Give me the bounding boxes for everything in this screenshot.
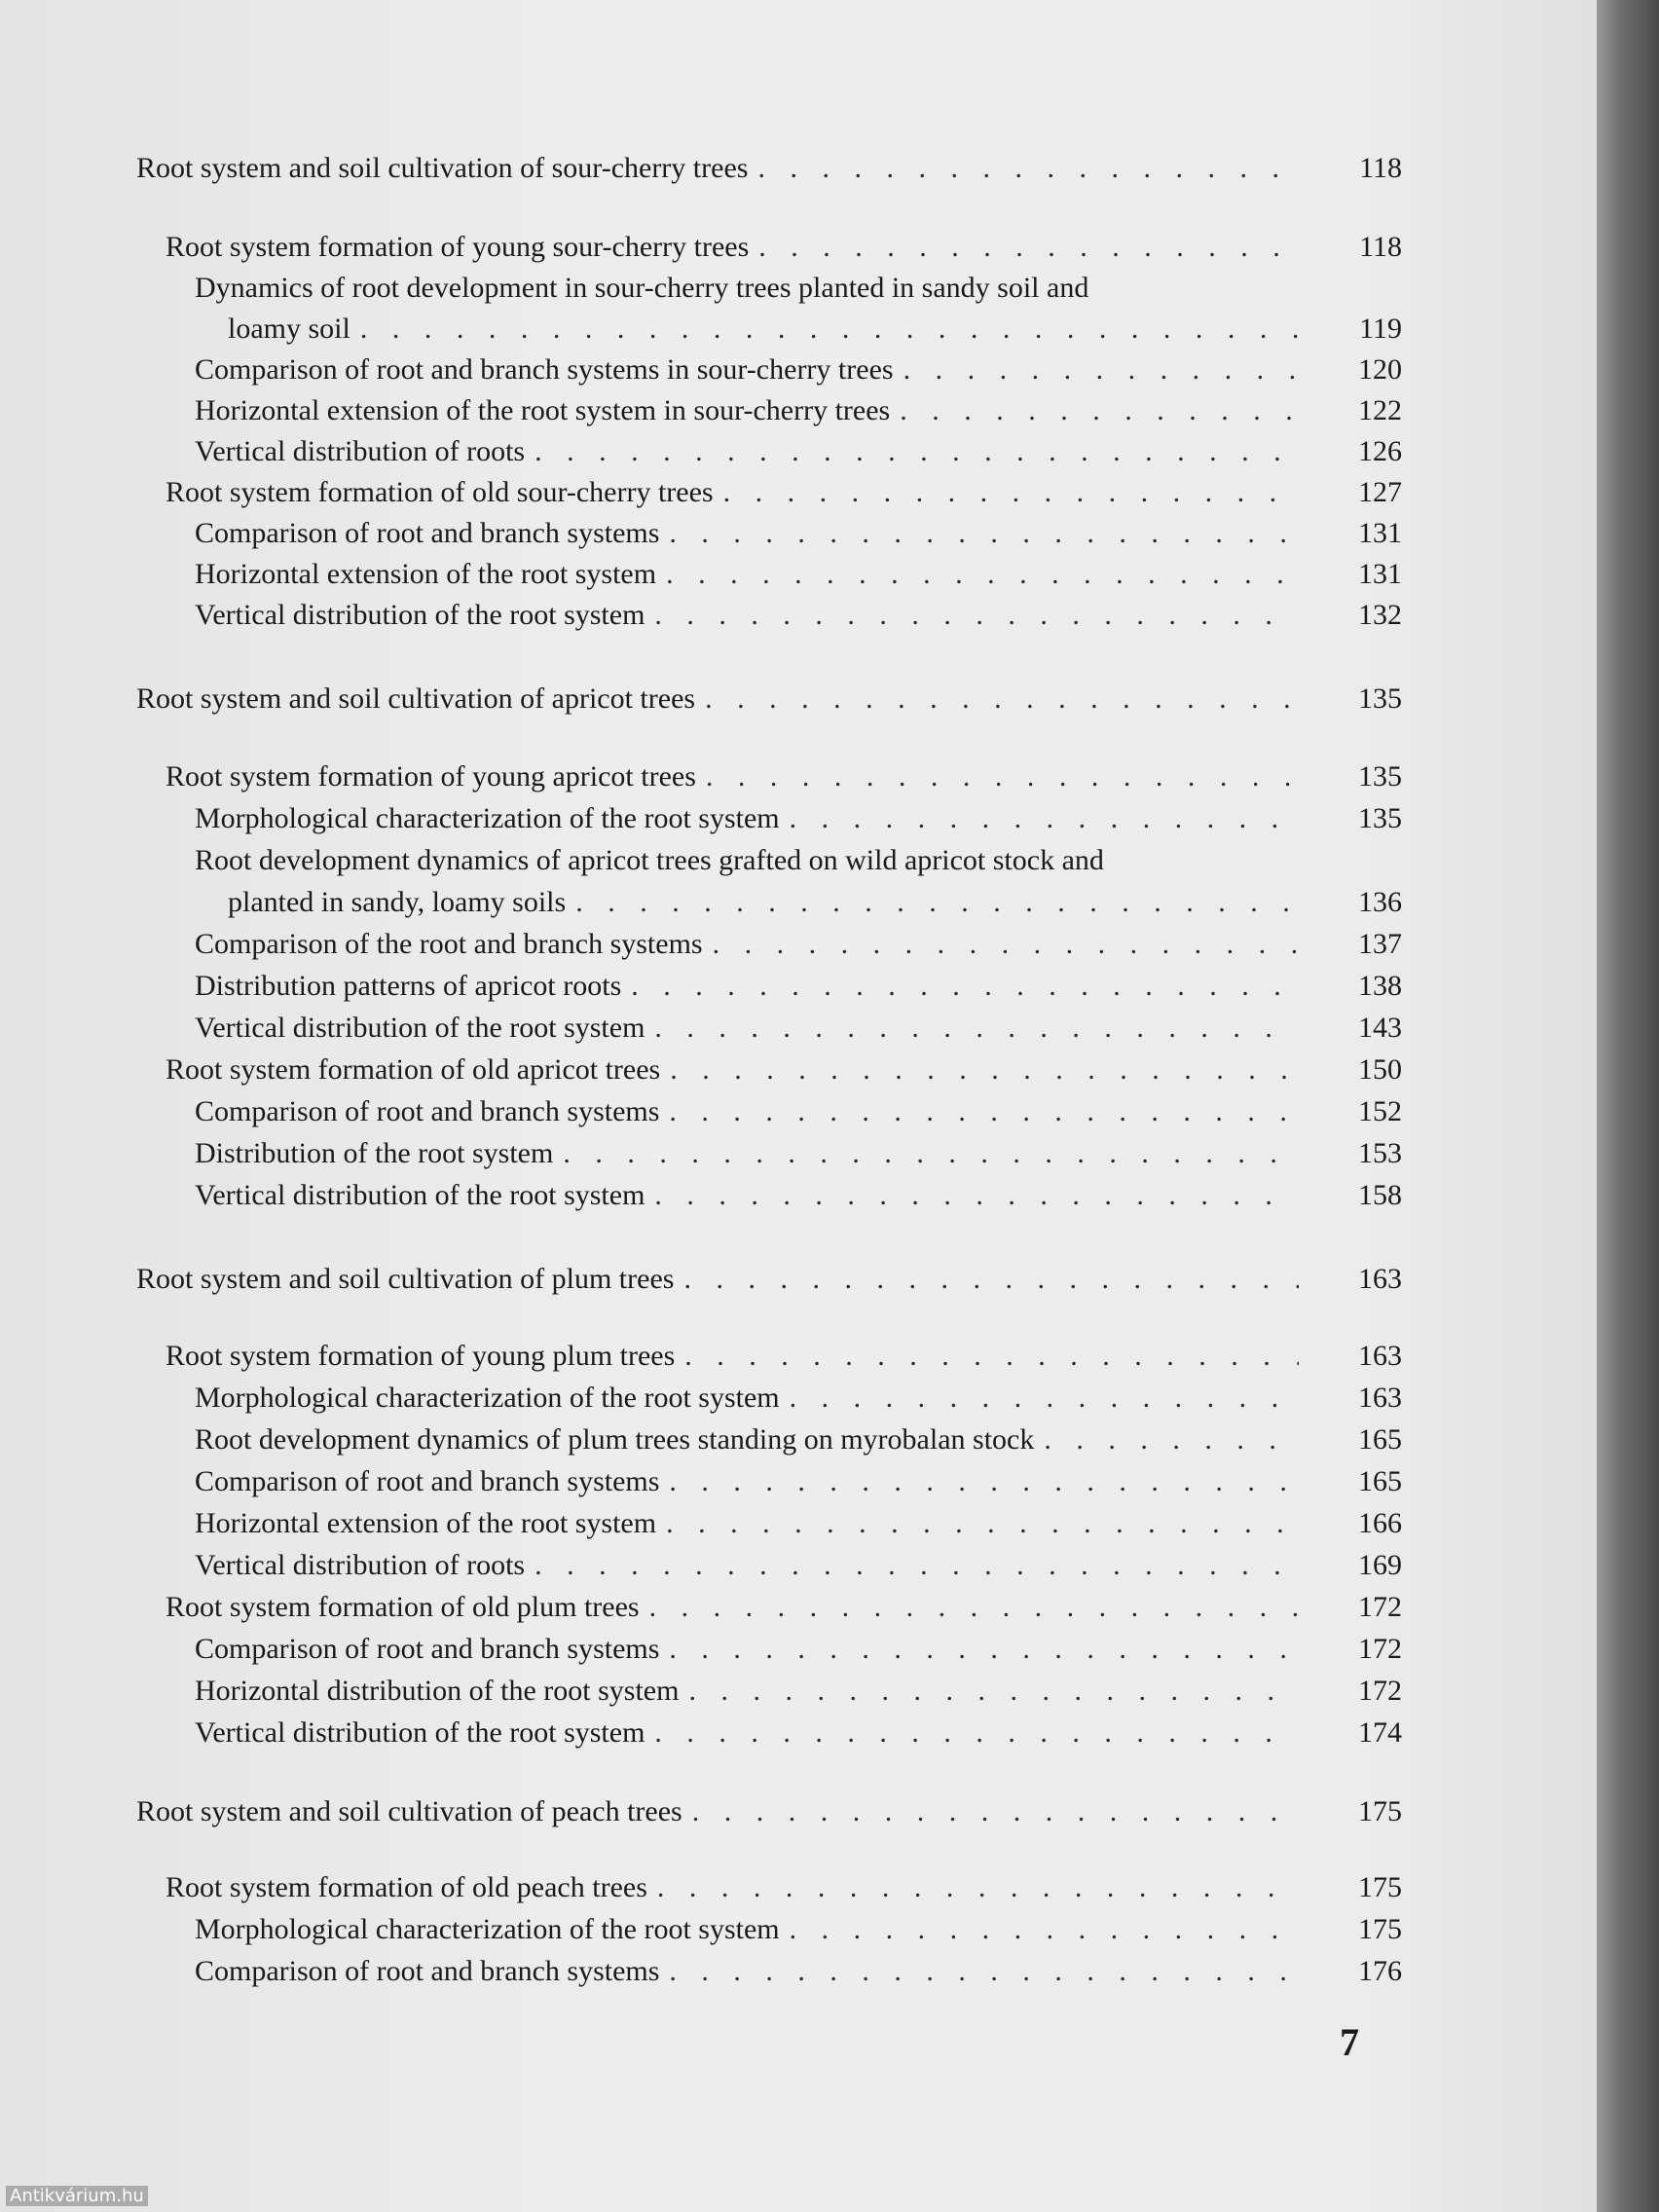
page-number: 153: [1358, 1137, 1402, 1169]
page-number: 135: [1358, 682, 1402, 715]
page-folio-number: 7: [1340, 2020, 1359, 2064]
page-number: 136: [1358, 886, 1402, 918]
dot-leader: [790, 1912, 1299, 1947]
page-number: 158: [1358, 1179, 1402, 1211]
page-number: 127: [1358, 476, 1402, 508]
toc-entry[interactable]: Dynamics of root development in sour-cherry trees planted in sandy soil and: [195, 272, 1089, 304]
page-number: 132: [1358, 599, 1402, 631]
page-number: 165: [1358, 1423, 1402, 1456]
dot-leader: [654, 1178, 1299, 1213]
page-number: 131: [1358, 517, 1402, 549]
dot-leader: [666, 1506, 1299, 1541]
dot-leader: [758, 230, 1299, 265]
page-number: 175: [1358, 1871, 1402, 1903]
page-number: 163: [1358, 1382, 1402, 1414]
toc-section-heading[interactable]: Root system and soil cultivation of plum trees . . . 163: [136, 1262, 1305, 1297]
page-number: 135: [1358, 802, 1402, 834]
dot-leader: [713, 927, 1299, 962]
page-number: 172: [1358, 1675, 1402, 1707]
dot-leader: [575, 885, 1299, 920]
page-number: 172: [1358, 1591, 1402, 1623]
page-number: 135: [1358, 760, 1402, 793]
page-number: 118: [1359, 152, 1402, 184]
toc-entry[interactable]: Horizontal extension of the root system . . . 166: [195, 1506, 1305, 1541]
toc-entry[interactable]: Vertical distribution of roots . . . 169: [195, 1548, 1305, 1583]
toc-entry[interactable]: Morphological characterization of the root system . . . 163: [195, 1381, 1305, 1416]
dot-leader: [657, 1870, 1299, 1905]
toc-entry[interactable]: Vertical distribution of the root system . . . 132: [195, 598, 1305, 633]
toc-entry[interactable]: Vertical distribution of the root system . . . 158: [195, 1178, 1305, 1213]
page-number: 172: [1358, 1633, 1402, 1665]
page-number: 126: [1358, 435, 1402, 467]
page-number: 175: [1358, 1913, 1402, 1945]
toc-section-heading[interactable]: Root system and soil cultivation of apricot trees . . . 135: [136, 682, 1305, 717]
dot-leader: [705, 682, 1299, 717]
toc-entry[interactable]: Vertical distribution of the root system . . . 143: [195, 1011, 1305, 1046]
dot-leader: [723, 475, 1299, 510]
toc-entry[interactable]: Vertical distribution of the root system . . . 174: [195, 1715, 1305, 1751]
watermark-label: Antikvárium.hu: [6, 2186, 148, 2206]
dot-leader: [1044, 1422, 1299, 1457]
toc-entry[interactable]: Root system formation of old peach trees . . . 175: [166, 1870, 1305, 1905]
dot-leader: [535, 434, 1299, 469]
page-number: 165: [1358, 1465, 1402, 1497]
page-number: 143: [1358, 1012, 1402, 1044]
page-number: 169: [1358, 1549, 1402, 1581]
toc-entry-continuation[interactable]: planted in sandy, loamy soils . . . 136: [195, 885, 1305, 920]
page-number: 163: [1358, 1263, 1402, 1295]
dot-leader: [360, 312, 1299, 347]
toc-entry[interactable]: Comparison of root and branch systems . . . 165: [195, 1464, 1305, 1499]
dot-leader: [669, 1954, 1299, 1989]
toc-entry[interactable]: Comparison of root and branch systems . . . 172: [195, 1632, 1305, 1667]
page-number: 166: [1358, 1507, 1402, 1539]
dot-leader: [684, 1339, 1299, 1374]
dot-leader: [654, 598, 1299, 633]
toc-entry[interactable]: Root system formation of old apricot trees . . . 150: [166, 1052, 1305, 1088]
toc-entry[interactable]: Comparison of root and branch systems . . . 152: [195, 1094, 1305, 1129]
toc-entry[interactable]: Root system formation of young apricot trees . . . 135: [166, 759, 1305, 794]
dot-leader: [688, 1674, 1299, 1709]
page-number: 174: [1358, 1716, 1402, 1749]
toc-entry[interactable]: Comparison of root and branch systems in sour-cherry trees . . . 120: [195, 352, 1305, 387]
page-number: 163: [1358, 1340, 1402, 1372]
dot-leader: [790, 1381, 1299, 1416]
dot-leader: [790, 801, 1299, 836]
dot-leader: [683, 1262, 1299, 1297]
toc-section-heading[interactable]: Root system and soil cultivation of sour-cherry trees . . . 118: [136, 151, 1305, 186]
dot-leader: [666, 557, 1299, 592]
toc-entry[interactable]: Comparison of root and branch systems . . . 176: [195, 1954, 1305, 1989]
page-number: 131: [1358, 558, 1402, 590]
dot-leader: [670, 1052, 1299, 1088]
toc-entry[interactable]: Horizontal distribution of the root system . . . 172: [195, 1674, 1305, 1709]
dot-leader: [669, 516, 1299, 551]
toc-section-heading[interactable]: Root system and soil cultivation of peach trees . . . 175: [136, 1794, 1305, 1829]
dot-leader: [654, 1011, 1299, 1046]
toc-entry[interactable]: Root development dynamics of plum trees standing on myrobalan stock . . . 165: [195, 1422, 1305, 1457]
toc-entry[interactable]: Distribution patterns of apricot roots . . . 138: [195, 969, 1305, 1004]
toc-entry[interactable]: Root system formation of old sour-cherry trees . . . 127: [166, 475, 1305, 510]
dot-leader: [654, 1715, 1299, 1751]
book-spine-shadow: [1597, 0, 1659, 2212]
toc-entry-continuation[interactable]: loamy soil . . . 119: [195, 312, 1305, 347]
toc-entry[interactable]: Morphological characterization of the root system . . . 135: [195, 801, 1305, 836]
toc-entry[interactable]: Horizontal extension of the root system in sour-cherry trees . . . 122: [195, 393, 1305, 428]
page-number: 138: [1358, 970, 1402, 1002]
page-number: 152: [1358, 1095, 1402, 1127]
page-number: 122: [1358, 394, 1402, 426]
dot-leader: [692, 1794, 1299, 1829]
toc-entry[interactable]: Root system formation of young plum trees . . . 163: [166, 1339, 1305, 1374]
dot-leader: [631, 969, 1299, 1004]
page-number: 118: [1359, 231, 1402, 263]
page-number: 120: [1358, 353, 1402, 386]
toc-entry[interactable]: Horizontal extension of the root system . . . 131: [195, 557, 1305, 592]
page-number: 150: [1358, 1053, 1402, 1086]
toc-entry[interactable]: Comparison of root and branch systems . . . 131: [195, 516, 1305, 551]
dot-leader: [706, 759, 1299, 794]
dot-leader: [669, 1632, 1299, 1667]
page-number: 176: [1358, 1955, 1402, 1987]
dot-leader: [669, 1464, 1299, 1499]
dot-leader: [757, 151, 1299, 186]
dot-leader: [649, 1590, 1299, 1625]
dot-leader: [669, 1094, 1299, 1129]
toc-entry[interactable]: Root system formation of young sour-cherry trees . . . 118: [166, 230, 1305, 265]
page-number: 175: [1358, 1795, 1402, 1827]
dot-leader: [535, 1548, 1299, 1583]
dot-leader: [900, 393, 1299, 428]
toc-entry[interactable]: Root development dynamics of apricot trees grafted on wild apricot stock and: [195, 844, 1104, 876]
toc-entry[interactable]: Root system formation of old plum trees . . . 172: [166, 1590, 1305, 1625]
toc-entry[interactable]: Vertical distribution of roots . . . 126: [195, 434, 1305, 469]
page-number: 119: [1359, 313, 1402, 345]
toc-entry[interactable]: Distribution of the root system . . . 153: [195, 1136, 1305, 1171]
page-number: 137: [1358, 928, 1402, 960]
toc-entry[interactable]: Morphological characterization of the root system . . . 175: [195, 1912, 1305, 1947]
dot-leader: [903, 352, 1299, 387]
dot-leader: [563, 1136, 1299, 1171]
toc-entry[interactable]: Comparison of the root and branch systems . . . 137: [195, 927, 1305, 962]
